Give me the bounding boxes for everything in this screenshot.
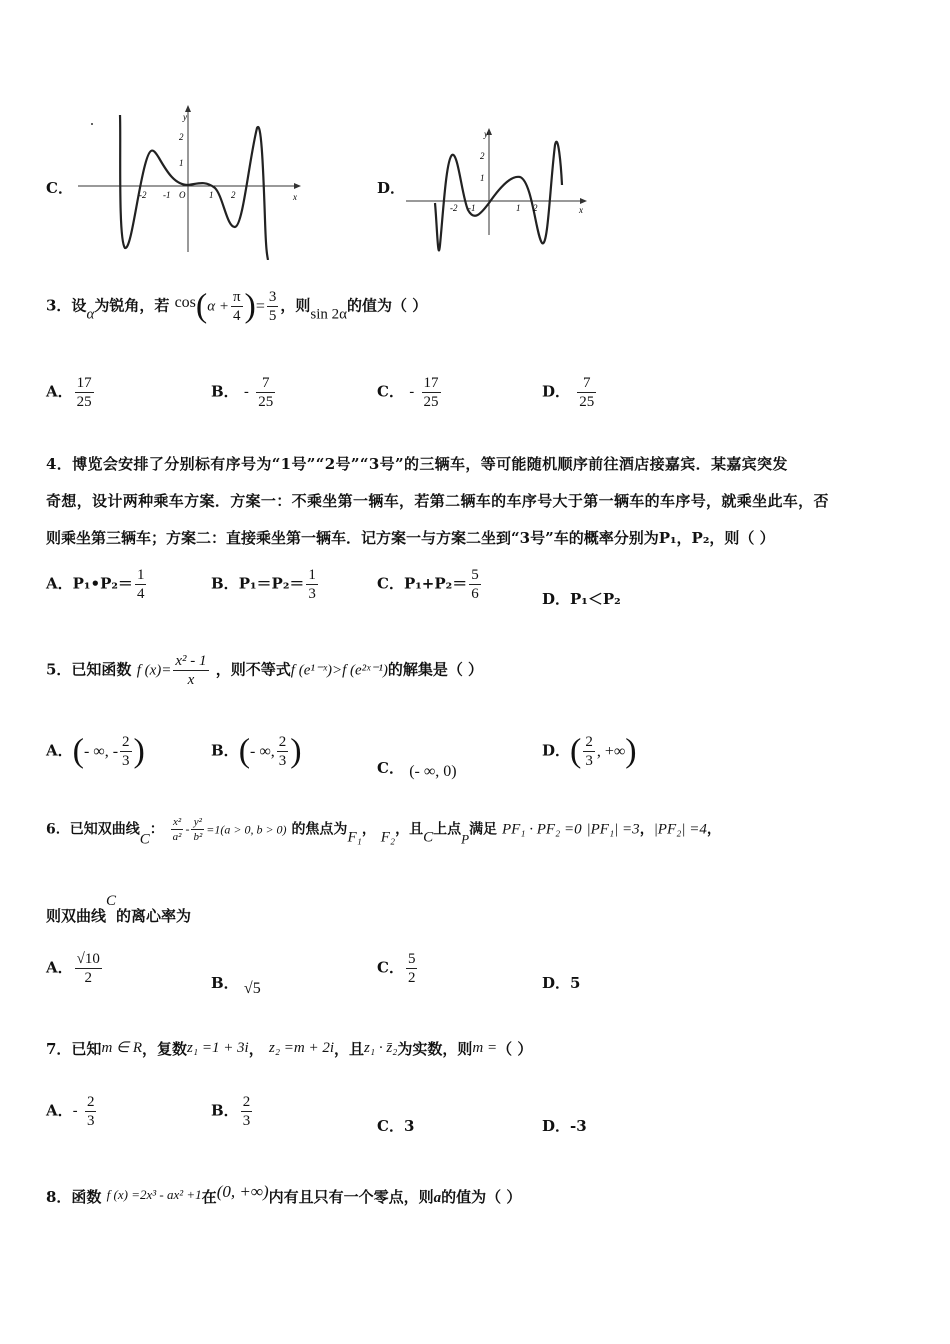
q6-line2-a: 则双曲线 — [46, 907, 107, 925]
q7-option-b-frac — [241, 1093, 253, 1130]
q7-number: 7．已知 — [46, 1040, 102, 1058]
q5-option-d-lparen: ( — [570, 732, 582, 770]
q8-mid1: 在 — [201, 1188, 217, 1206]
q6-condition: =1(a > 0, b > 0) — [206, 822, 287, 837]
q3-paren-right: ) — [244, 287, 256, 325]
q6-option-d[interactable] — [542, 972, 580, 993]
q3-option-b-sign: - — [243, 382, 249, 401]
q5-option-a-rparen: ) — [133, 732, 145, 770]
q6-option-b-label: B． — [211, 974, 239, 992]
q4-option-c[interactable] — [377, 566, 483, 603]
q4-line-1: 4．博览会安排了分别标有序号为“1号”“2号”“3号”的三辆车，等可能随机顺序前往酒店接嘉宾．某嘉宾突发 — [46, 455, 788, 473]
graph-c — [75, 100, 310, 260]
graph-d-x-label: x — [579, 205, 583, 215]
q4-option-a-label: A． — [46, 574, 73, 593]
q3-option-d-den: 25 — [579, 394, 595, 410]
graph-c-tick-neg2: -2 — [139, 190, 147, 200]
q3-option-c-sign: - — [409, 382, 415, 401]
q8-function: f (x) =2x³ - ax² +1 — [106, 1187, 202, 1202]
q5-option-a-text: - ∞, - — [83, 742, 119, 760]
q3-eq: = — [255, 297, 265, 315]
graph-c-tick-neg1: -1 — [163, 190, 171, 200]
q7-option-d-text: -3 — [570, 1117, 587, 1135]
q7-option-a-sign: - — [72, 1101, 78, 1120]
q3-five: 5 — [268, 308, 277, 324]
q6-mid1: 的焦点为 — [291, 821, 348, 838]
q4-option-b-label: B． — [211, 574, 239, 593]
q7-option-b-den: 3 — [242, 1113, 251, 1129]
q7-product: z₁ · z̄₂ — [364, 1040, 398, 1056]
q7-option-c[interactable] — [377, 1115, 414, 1136]
q5-option-c[interactable] — [377, 757, 457, 781]
q3-option-b-label: B． — [211, 382, 239, 401]
q6-f2: F₂ — [380, 829, 396, 846]
q6-option-c-den: 2 — [407, 970, 416, 986]
question-5 — [46, 652, 483, 689]
q3-pi-over-4 — [231, 288, 243, 325]
q6-line2-b: 的离心率为 — [116, 907, 192, 925]
q7-option-b-num: 2 — [242, 1094, 251, 1110]
q4-line-3: 则乘坐第三辆车；方案二：直接乘坐第一辆车．记方案一与方案二坐到“3号”车的概率分别为P₁，P₂，则（ ） — [46, 529, 775, 547]
q7-option-a[interactable] — [46, 1093, 98, 1130]
q6-option-a-label: A． — [46, 958, 73, 977]
q6-option-a-den: 2 — [84, 970, 92, 986]
q4-option-d-label: D． — [542, 590, 571, 608]
q7-option-c-label: C． — [377, 1117, 404, 1135]
q4-option-a[interactable] — [46, 566, 148, 603]
q7-option-d[interactable] — [542, 1115, 587, 1136]
q7-m-in-r: m ∈ R — [101, 1040, 142, 1056]
q5-option-a-den: 3 — [122, 753, 130, 769]
q6-c: C — [139, 831, 150, 848]
graph-d-tick-x1: 1 — [516, 203, 521, 213]
q5-option-b-num: 2 — [278, 734, 287, 750]
graph-c-tick-x1: 1 — [209, 190, 214, 200]
question-6-line-2 — [46, 893, 191, 926]
q7-mid1: ，复数 — [142, 1040, 188, 1058]
q4-option-d[interactable] — [542, 588, 621, 609]
q3-paren-left: ( — [195, 287, 208, 325]
q3-pi: π — [232, 289, 241, 305]
q3-option-c-num: 17 — [423, 375, 439, 391]
q6-mid4: 满足 — [469, 821, 498, 838]
q4-line-2: 奇想，设计两种乘车方案．方案一：不乘坐第一辆车，若第二辆车的车序号大于第一辆车的车序号，就乘坐此车，否 — [46, 492, 829, 510]
q6-line2-c: C — [106, 893, 117, 909]
question-3 — [46, 288, 427, 325]
q7-option-b-label: B． — [211, 1101, 239, 1120]
q8-interval: (0, +∞) — [216, 1182, 269, 1201]
q5-option-d-num: 2 — [585, 734, 593, 750]
q3-option-b-den: 25 — [258, 394, 274, 410]
q5-option-a-label: A． — [46, 741, 73, 760]
q5-option-c-label: C． — [377, 759, 404, 777]
graph-d-tick-neg1: -1 — [468, 203, 476, 213]
q6-abs-pf2: |PF₂| =4 — [653, 821, 707, 838]
q5-option-d-rparen: ) — [625, 732, 637, 770]
q5-option-d-label: D． — [542, 741, 571, 760]
q8-mid2: 内有且只有一个零点，则 — [268, 1188, 434, 1206]
q7-option-a-num: 2 — [86, 1094, 95, 1110]
q4-option-b-text: P₁＝P₂＝ — [238, 574, 305, 593]
q8-tail: 的值为（ ） — [441, 1188, 522, 1206]
q5-option-a[interactable] — [46, 733, 145, 770]
q5-numerator: x² - 1 — [175, 653, 207, 669]
q5-inequality: f (e¹⁻ˣ)>f (e²ˣ⁻¹) — [290, 662, 388, 679]
q3-option-b-frac — [256, 374, 275, 411]
q6-mid3: 上点 — [433, 821, 462, 838]
q6-dot-product: PF₁ · PF₂ =0 — [501, 821, 582, 838]
q7-option-a-den: 3 — [86, 1113, 95, 1129]
q5-option-a-num: 2 — [122, 734, 130, 750]
q3-sin2a: sin 2α — [310, 306, 348, 323]
q6-option-a-frac — [75, 950, 102, 987]
q6-x2: x² — [171, 815, 184, 830]
q7-option-a-label: A． — [46, 1101, 73, 1120]
q6-option-c-frac — [406, 950, 418, 987]
question-6 — [46, 815, 721, 849]
q3-option-d-num: 7 — [577, 374, 596, 393]
q6-sep: ， — [639, 821, 654, 838]
q3-option-a-label: A． — [46, 382, 73, 401]
q6-option-a[interactable] — [46, 950, 104, 987]
q6-option-c-label: C． — [377, 958, 404, 977]
q3-option-a-den: 25 — [76, 394, 92, 410]
q3-option-a-frac — [75, 374, 94, 411]
graph-d-tick-1: 1 — [480, 173, 485, 183]
q4-option-b-num: 1 — [308, 567, 316, 583]
q7-comma: ， — [248, 1040, 264, 1058]
q6-option-d-label: D． — [542, 974, 571, 992]
q8-a: a — [433, 1190, 442, 1206]
q3-option-c-label: C． — [377, 382, 404, 401]
q3-option-c[interactable] — [377, 374, 443, 411]
q5-option-b-den: 3 — [278, 753, 287, 769]
q3-tail: 的值为（ ） — [347, 296, 428, 315]
q6-c2: C — [423, 829, 434, 846]
graph-c-tick-x2: 2 — [231, 190, 236, 200]
q5-mid: ，则不等式 — [215, 660, 291, 679]
q6-option-c[interactable] — [377, 950, 419, 987]
q5-option-d[interactable] — [542, 733, 637, 770]
q5-fx: f (x)= — [136, 662, 172, 679]
q6-y-frac — [191, 815, 204, 844]
q5-option-d-frac — [583, 733, 595, 770]
graph-d-y-label: y — [484, 129, 488, 139]
q5-tail: 的解集是（ ） — [387, 660, 484, 679]
q6-f1: F₁ — [347, 829, 362, 846]
q3-option-d-frac — [577, 374, 596, 411]
q6-option-b-text: √5 — [243, 980, 261, 997]
q3-cos: cos — [174, 293, 196, 311]
q4-option-a-frac — [135, 566, 147, 603]
q3-number: 3．设 — [46, 296, 87, 315]
q6-option-c-num: 5 — [407, 951, 416, 967]
q5-option-b-label: B． — [211, 741, 239, 760]
q6-option-d-text: 5 — [570, 974, 581, 992]
q3-option-d[interactable] — [542, 374, 598, 411]
q5-number: 5．已知函数 — [46, 660, 132, 679]
q7-option-b[interactable] — [211, 1093, 254, 1130]
q7-option-c-text: 3 — [403, 1117, 415, 1135]
q5-option-d-den: 3 — [585, 753, 593, 769]
q4-option-a-den: 4 — [136, 586, 145, 602]
q3-three-fifths — [267, 288, 279, 325]
option-c-label: C． — [46, 179, 73, 197]
q5-option-a-lparen: ( — [72, 732, 84, 770]
q6-minus: - — [185, 822, 190, 836]
q5-option-c-text: (- ∞, 0) — [409, 763, 457, 780]
q4-option-c-text: P₁+P₂＝ — [403, 574, 468, 593]
q4-option-c-label: C． — [377, 574, 404, 593]
q4-option-c-frac — [469, 566, 481, 603]
q6-option-a-num: √10 — [76, 951, 100, 967]
question-8 — [46, 1182, 521, 1207]
q7-z1: z₁ =1 + 3i — [187, 1040, 249, 1056]
q3-four: 4 — [233, 308, 241, 324]
q3-option-a[interactable] — [46, 374, 96, 411]
q6-abs-pf1: |PF₁| =3 — [586, 821, 640, 838]
q5-option-a-frac — [120, 733, 132, 770]
q7-mid2: ，且 — [334, 1040, 365, 1058]
q5-option-b-text: - ∞, — [250, 742, 275, 760]
q7-option-a-frac — [85, 1093, 97, 1130]
q5-option-b-rparen: ) — [290, 732, 302, 770]
q3-option-b[interactable] — [211, 374, 277, 411]
q6-mid2: ，且 — [395, 821, 424, 838]
q4-option-b-frac — [306, 566, 318, 603]
q6-comma: ， — [361, 821, 376, 838]
graph-c-y-label: y — [183, 112, 187, 122]
q4-option-d-text: P₁＜P₂ — [570, 590, 621, 608]
q3-option-c-frac — [422, 374, 441, 411]
q6-y2: y² — [191, 815, 204, 830]
graph-c-tick-1: 1 — [179, 158, 184, 168]
q5-option-b-lparen: ( — [238, 732, 251, 770]
q6-end: ， — [706, 821, 721, 838]
q6-option-b[interactable] — [211, 972, 261, 998]
graph-c-tick-2: 2 — [179, 132, 184, 142]
q4-option-c-num: 5 — [471, 567, 479, 583]
graph-c-x-label: x — [293, 192, 297, 202]
q6-colon: ： — [149, 821, 164, 838]
q4-option-a-num: 1 — [136, 567, 145, 583]
q7-mid3: 为实数，则 — [397, 1040, 473, 1058]
q4-option-b[interactable] — [211, 566, 320, 603]
question-7 — [46, 1038, 532, 1059]
graph-d-tick-x2: 2 — [533, 203, 538, 213]
q6-p: P — [461, 831, 470, 847]
q3-option-d-label: D． — [542, 382, 571, 401]
q6-number: 6．已知双曲线 — [46, 821, 140, 838]
q8-number: 8．函数 — [46, 1188, 102, 1206]
q4-option-b-den: 3 — [308, 586, 316, 602]
q5-option-d-text: , +∞ — [596, 742, 626, 760]
q3-alpha: α — [86, 306, 95, 323]
q5-denominator: x — [187, 672, 195, 688]
q6-b2: b² — [193, 831, 203, 843]
q3-then: ，则 — [280, 296, 311, 315]
q3-mid: 为锐角，若 — [94, 296, 170, 315]
graph-d — [400, 125, 595, 265]
q6-a2: a² — [172, 831, 182, 843]
q7-tail: （ ） — [497, 1040, 533, 1058]
q4-option-a-text: P₁•P₂＝ — [72, 574, 133, 593]
option-d-label: D． — [377, 179, 406, 197]
q7-z2: z₂ =m + 2i — [268, 1040, 335, 1056]
q5-option-b[interactable] — [211, 733, 302, 770]
q3-option-a-num: 17 — [76, 375, 92, 391]
graph-d-tick-neg2: -2 — [450, 203, 458, 213]
q4-option-c-den: 6 — [471, 586, 479, 602]
q7-m-eq: m = — [472, 1040, 498, 1056]
q5-frac — [173, 652, 208, 689]
q3-three: 3 — [268, 289, 277, 305]
q7-option-d-label: D． — [542, 1117, 571, 1135]
graph-d-tick-2: 2 — [480, 151, 485, 161]
q3-option-b-num: 7 — [256, 374, 275, 393]
graph-c-origin: O — [179, 190, 186, 200]
q5-option-b-frac — [277, 733, 289, 770]
q3-expr-left: α + — [207, 298, 229, 315]
q3-option-c-den: 25 — [423, 394, 439, 410]
q6-x-frac — [171, 815, 184, 844]
